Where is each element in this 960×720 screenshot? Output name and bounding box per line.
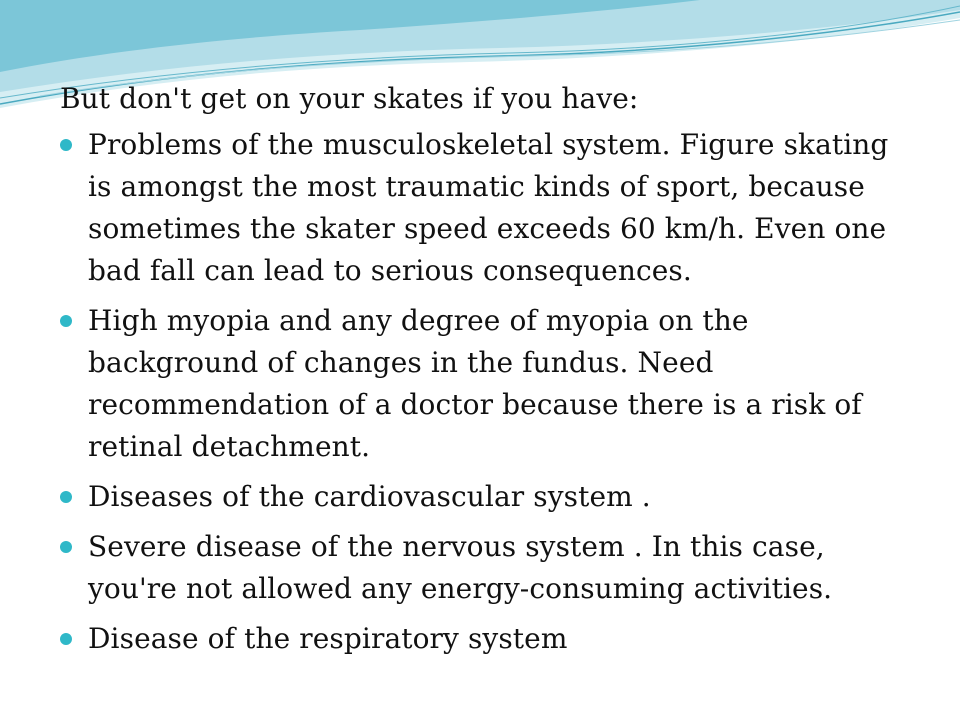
- bullet-text: Disease of the respiratory system: [88, 622, 568, 655]
- bullet-dot-icon: [60, 315, 72, 327]
- bullet-text: Severe disease of the nervous system . In this case, you're not allowed any energy-consuming activities.: [88, 530, 833, 605]
- intro-text: But don't get on your skates if you have:: [60, 82, 639, 115]
- bullet-item: [60, 618, 920, 660]
- bullet-dot-icon: [60, 633, 72, 645]
- slide-body: [60, 78, 920, 668]
- bullet-dot-icon: [60, 139, 72, 151]
- bullet-dot-icon: [60, 541, 72, 553]
- bullet-item: [60, 300, 920, 468]
- bullet-text: Problems of the musculoskeletal system. Figure skating is amongst the most traumatic kinds of sport, because sometimes the skater speed exceeds 60 km/h. Even one bad fall can lead to serious consequences.: [88, 128, 889, 287]
- bullet-item: [60, 476, 920, 518]
- bullet-dot-icon: [60, 491, 72, 503]
- bullet-item: [60, 526, 920, 610]
- bullet-text: High myopia and any degree of myopia on the background of changes in the fundus. Need recommendation of a doctor because there is a risk of retinal detachment.: [88, 304, 862, 463]
- bullet-list: [60, 124, 920, 660]
- bullet-item: [60, 124, 920, 292]
- bullet-text: Diseases of the cardiovascular system .: [88, 480, 651, 513]
